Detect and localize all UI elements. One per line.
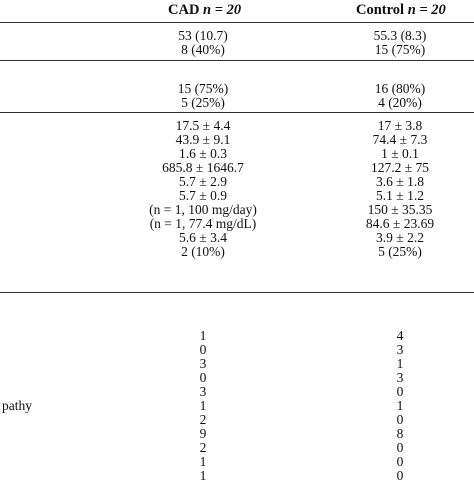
table-cell: 0 bbox=[199, 342, 207, 357]
table-cell: 8 bbox=[396, 426, 404, 441]
table-cell: 43.9 ± 9.1 bbox=[175, 132, 231, 147]
table-cell: 4 (20%) bbox=[378, 95, 422, 110]
table-cell: 16 (80%) bbox=[374, 81, 426, 96]
table-cell: 1 bbox=[199, 398, 207, 413]
table-cell: 0 bbox=[396, 468, 404, 483]
table-cell: 17.5 ± 4.4 bbox=[175, 118, 231, 133]
table-cell: 150 ± 35.35 bbox=[367, 202, 433, 217]
header-rule bbox=[0, 22, 474, 23]
table-cell: 5 (25%) bbox=[378, 244, 422, 259]
column-header-cad-label: CAD bbox=[168, 2, 200, 18]
table-cell: 0 bbox=[396, 384, 404, 399]
table-cell: 685.8 ± 1646.7 bbox=[162, 160, 244, 175]
divider-rule-3 bbox=[0, 292, 474, 293]
table-cell: 3 bbox=[396, 342, 404, 357]
table-cell: 0 bbox=[396, 412, 404, 427]
table-cell: 2 bbox=[199, 440, 207, 455]
table-cell: 3.9 ± 2.2 bbox=[376, 230, 424, 245]
table-cell: 15 (75%) bbox=[177, 81, 229, 96]
table-cell: 3 bbox=[199, 356, 207, 371]
block4-control-column bbox=[340, 329, 460, 483]
column-header-control-label: Control bbox=[356, 2, 405, 18]
block1-control-column bbox=[340, 29, 460, 57]
table-cell: 5.6 ± 3.4 bbox=[179, 230, 227, 245]
table-cell: 0 bbox=[396, 440, 404, 455]
table-cell: 0 bbox=[396, 454, 404, 469]
table-cell: 74.4 ± 7.3 bbox=[372, 132, 428, 147]
divider-rule-1 bbox=[0, 60, 474, 61]
column-header-cad bbox=[168, 2, 241, 19]
table-cell: 84.6 ± 23.69 bbox=[365, 216, 435, 231]
table-cell: 4 bbox=[396, 328, 404, 343]
table-cell: 0 bbox=[199, 370, 207, 385]
table-cell: 3 bbox=[199, 384, 207, 399]
table-cell: 9 bbox=[199, 426, 207, 441]
table-cell: 1 bbox=[199, 468, 207, 483]
table-cell: 53 (10.7) bbox=[178, 28, 228, 43]
table-cell: 1 bbox=[199, 328, 207, 343]
table-cell: 1 bbox=[199, 454, 207, 469]
table-cell: 5.7 ± 0.9 bbox=[179, 188, 227, 203]
table-cell: 1.6 ± 0.3 bbox=[179, 146, 227, 161]
table-cell: 127.2 ± 75 bbox=[370, 160, 430, 175]
divider-rule-2 bbox=[0, 112, 474, 113]
table-cell: 1 bbox=[396, 398, 404, 413]
table-cell: (n = 1, 100 mg/day) bbox=[149, 202, 257, 217]
table-cell: 2 bbox=[199, 412, 207, 427]
table-cell: 1 ± 0.1 bbox=[381, 146, 419, 161]
table-cell: 2 (10%) bbox=[181, 244, 225, 259]
block2-control-column bbox=[340, 82, 460, 110]
column-header-cad-n: n = 20 bbox=[203, 2, 242, 18]
table-cell: 1 bbox=[396, 356, 404, 371]
table-cell: 8 (40%) bbox=[181, 42, 225, 57]
table-cell: 5 (25%) bbox=[181, 95, 225, 110]
table-cell: 17 ± 3.8 bbox=[377, 118, 423, 133]
table-cell: 3 bbox=[396, 370, 404, 385]
block4-cad-column bbox=[143, 329, 263, 483]
block1-cad-column bbox=[143, 29, 263, 57]
table-cell: 15 (75%) bbox=[374, 42, 426, 57]
table-cell: 3.6 ± 1.8 bbox=[376, 174, 424, 189]
table-cell: (n = 1, 77.4 mg/dL) bbox=[149, 216, 257, 231]
table-cell: 55.3 (8.3) bbox=[373, 28, 427, 43]
table-cell: 5.7 ± 2.9 bbox=[179, 174, 227, 189]
column-header-control-n: n = 20 bbox=[407, 2, 446, 18]
row-label-fragment: pathy bbox=[2, 398, 32, 413]
block3-cad-column bbox=[143, 119, 263, 259]
column-header-control bbox=[356, 2, 446, 19]
table-cell: 5.1 ± 1.2 bbox=[376, 188, 424, 203]
block3-control-column bbox=[340, 119, 460, 259]
block2-cad-column bbox=[143, 82, 263, 110]
